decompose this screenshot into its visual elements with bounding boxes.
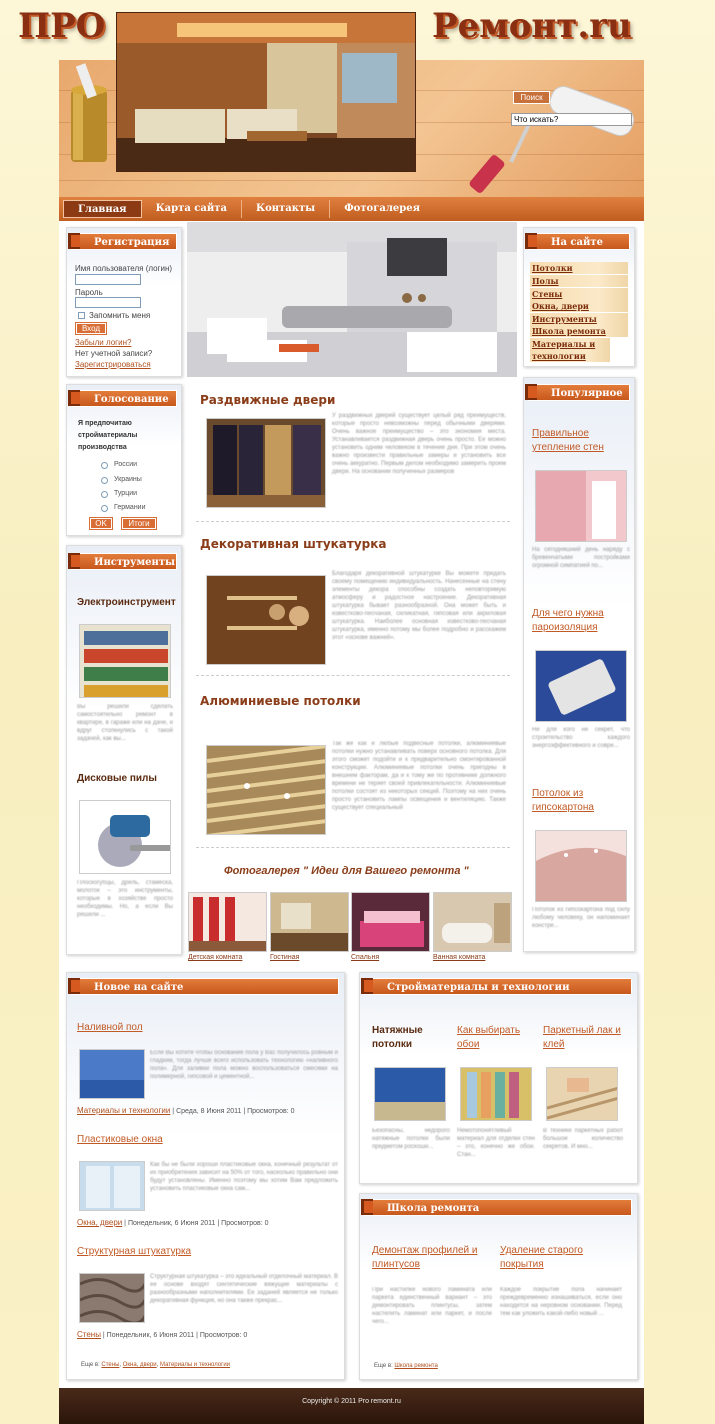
signup-link[interactable]: Зарегистрироваться (75, 360, 151, 369)
news-link[interactable]: Пластиковые окна (77, 1134, 163, 1145)
no-account-text: Нет учетной записи? (75, 349, 153, 358)
drywall-ceiling-image (535, 830, 627, 902)
copyright: Copyright © 2011 Pro remont.ru (302, 1398, 401, 1405)
tool-text: Плоскогубцы, дрель, стамеска, молоток – это инструменты, которые в хозяйстве просто необходимы. Но, а если Вы решили ... (77, 880, 173, 918)
plaster-image (206, 575, 326, 665)
popular-link[interactable]: Правильное утепление стен (532, 428, 604, 453)
materials-text: Безопасны, недорого натяжные потолки были предметом роскоши... (372, 1128, 450, 1150)
news-category-link[interactable]: Окна, двери (77, 1218, 123, 1227)
username-label: Имя пользователя (логин) (75, 264, 173, 273)
gallery-caption[interactable]: Ванная комната (433, 954, 486, 961)
vote-radio-ukraine[interactable] (101, 477, 108, 484)
power-tools-image (79, 624, 171, 698)
article-title[interactable]: Декоративная штукатурка (200, 537, 387, 551)
news-text: Если Вы хотите чтобы основание пола у Вас получилось ровным и гладким, тогда лучше всего использовать технологию «наливного пола». Для заливки пола можно воспользоваться смесями на полимерной, гипсовой и цементной... (150, 1050, 338, 1080)
tools-title: Инструменты (71, 553, 177, 570)
wall-insulation-image (535, 470, 627, 542)
school-title: Школа ремонта (364, 1199, 632, 1216)
school-link[interactable]: Удаление старого покрытия (500, 1245, 583, 1270)
school-text: При настилке нового ламината или паркета единственный вариант – это демонтировать плинтусы, затем настелить ламинат или паркет, и после чего... (372, 1287, 492, 1325)
more-school-link[interactable]: Школа ремонта (394, 1363, 438, 1369)
article-divider (196, 675, 510, 676)
news-title: Новое на сайте (71, 978, 339, 995)
vote-option-label: Украины (114, 476, 142, 483)
news-more: Еще в: Стены, Окна, двери, Материалы и технологии (81, 1362, 231, 1368)
materials-title: Стройматериалы и технологии (364, 978, 632, 995)
article-title[interactable]: Раздвижные двери (200, 393, 336, 407)
school-text: Каждое покрытие пола начинает преждевременно изнашиваться, если оно находится на неровном основании. Перед тем как уложить какой-либо новый ... (500, 1287, 622, 1317)
nav-gallery[interactable]: Фотогалерея (344, 203, 420, 214)
onsite-materials[interactable]: Материалы и технологии (530, 338, 610, 362)
news-meta: Окна, двери | Понедельник, 6 Июня 2011 | Просмотров: 0 (77, 1218, 269, 1227)
paint-bucket-icon (59, 60, 119, 170)
vote-radio-turkey[interactable] (101, 491, 108, 498)
news-link[interactable]: Наливной пол (77, 1022, 143, 1033)
article-text: Так же как и любые подвесные потолки, алюминиевые потолки нужно устанавливать поверх основного потолка. Для этого сможет подойти и к предварительно смонтированной конструкции. Алюминиевые потолки очень пригодны в внешнем факторам, да и к тому же по противнике должного времени не теряет своей привлекательности. Алюминиевые потолки состоят из некоторых секций. Поэтому на них очень просто установить лампы освещения и вентиляцию. Также существует специальный (332, 741, 506, 811)
news-meta: Стены | Понедельник, 6 Июня 2011 | Просмотров: 0 (77, 1330, 248, 1339)
search-input[interactable]: Что искать? (511, 113, 632, 126)
register-title: Регистрация (71, 233, 177, 250)
sliding-doors-image (206, 418, 326, 508)
news-link[interactable]: Структурная штукатурка (77, 1246, 192, 1257)
news-meta: Материалы и технологии | Среда, 8 Июня 2011 | Просмотров: 0 (77, 1106, 295, 1115)
onsite-title: На сайте (528, 233, 630, 250)
school-more: Еще в: Школа ремонта (374, 1363, 438, 1369)
nav-sitemap[interactable]: Карта сайта (142, 200, 242, 218)
vote-radio-russia[interactable] (101, 462, 108, 469)
aluminum-ceiling-image (206, 745, 326, 835)
materials-link[interactable]: Паркетный лак и клей (543, 1025, 621, 1050)
news-text: Как бы не были хороши пластиковые окна, конечный результат от их приобретения зависит на 50% от того, насколько правильно они будут установлены. Именно поэтому мы хотим Вам предложить установить пластиковые окна сам... (150, 1162, 338, 1192)
tool-heading[interactable]: Электроинструмент (77, 597, 176, 608)
popular-title: Популярное (528, 384, 630, 401)
onsite-windows-doors[interactable]: Окна, двери (530, 300, 628, 312)
vote-option-label: Германии (114, 504, 146, 511)
onsite-ceilings[interactable]: Потолки (530, 262, 628, 274)
floor-image (79, 1049, 145, 1099)
onsite-school[interactable]: Школа ремонта (530, 325, 628, 337)
news-category-link[interactable]: Стены (77, 1330, 101, 1339)
popular-link[interactable]: Для чего нужна пароизоляция (532, 608, 604, 633)
structural-plaster-image (79, 1273, 145, 1323)
article-text: У раздвижных дверей существует целый ряд преимуществ, которые просто невозможны перед обычными дверями. Очень важное преимущество – это экономия места. Устанавливается раздвижная дверь очень просто. Ее можно установить одним человеком в течение дня. При этом очень важно произвести правильные замеры и установить все очень аккуратно. Первым делом необходимо замерить проем двери. На основании полученных размеров (332, 413, 506, 475)
logo-left[interactable]: ПРО (18, 6, 106, 46)
vote-title: Голосование (71, 390, 177, 407)
article-title[interactable]: Алюминиевые потолки (200, 694, 361, 708)
window-image (79, 1161, 145, 1211)
popular-text: Потолок из гипсокартона под силу любому человеку, он напоминает констре... (532, 907, 630, 929)
hero-image (116, 12, 416, 172)
logo-right[interactable]: Ремонт.ru (432, 6, 632, 46)
materials-text: Немотопонятливый материал для отделки стен – это, конечно же обои. Стан... (457, 1128, 535, 1158)
nav-home[interactable]: Главная (63, 200, 142, 218)
materials-heading[interactable]: Натяжные потолки (372, 1025, 423, 1050)
popular-text: Не для кого не секрет, что строительство каждого энергоэффективного и совре... (532, 727, 630, 749)
gallery-kids-room[interactable] (188, 892, 267, 952)
vote-option-label: России (114, 461, 138, 468)
login-button[interactable]: Вход (76, 323, 106, 334)
popular-text: На сегодняшний день наряду с бревенчатыми постройками огромной симпатией по... (532, 547, 630, 569)
parquet-image (546, 1067, 618, 1121)
gallery-caption[interactable]: Спальня (351, 954, 380, 961)
remember-label: Запомнить меня (89, 311, 151, 320)
room-hero-image (187, 222, 517, 377)
article-divider (196, 521, 510, 522)
nav-contacts[interactable]: Контакты (242, 200, 330, 218)
gallery-caption[interactable]: Гостиная (270, 954, 300, 961)
password-label: Пароль (75, 288, 103, 297)
more-materials-link[interactable]: Материалы и технологии (160, 1362, 231, 1368)
wallpaper-image (460, 1067, 532, 1121)
materials-link[interactable]: Как выбирать обои (457, 1025, 521, 1050)
popular-link[interactable]: Потолок из гипсокартона (532, 788, 594, 813)
school-link[interactable]: Демонтаж профилей и плинтусов (372, 1245, 478, 1270)
gallery-bathroom[interactable] (433, 892, 512, 952)
news-text: Структурная штукатурка – это идеальный отделочный материал. В ее основе входят синтетические вяжущие материалы с разнообразными наполнителями. Ее заданей является не только декоративная функция, но она также прекрас... (150, 1274, 338, 1304)
vapor-barrier-image (535, 650, 627, 722)
onsite-tools[interactable]: Инструменты (530, 313, 628, 325)
vote-question: Я предпочитаю стройматериалы производства (78, 420, 138, 451)
more-walls-link[interactable]: Стены (101, 1362, 120, 1368)
gallery-living-room[interactable] (270, 892, 349, 952)
article-divider (196, 847, 510, 848)
circular-saw-image (79, 800, 171, 874)
remember-checkbox[interactable] (78, 312, 85, 319)
vote-radio-germany[interactable] (101, 505, 108, 512)
gallery-bedroom[interactable] (351, 892, 430, 952)
onsite-walls[interactable]: Стены (530, 288, 628, 300)
news-category-link[interactable]: Материалы и технологии (77, 1106, 171, 1115)
main-nav (59, 197, 644, 221)
vote-results-button[interactable]: Итоги (122, 518, 156, 529)
tool-heading[interactable]: Дисковые пилы (77, 773, 157, 784)
tool-text: Вы решили сделать самостоятельно ремонт в квартире, в гараже или на даче, и вдруг столкнулись с такой задачей, как вы... (77, 704, 173, 742)
username-input[interactable] (75, 274, 141, 285)
password-input[interactable] (75, 297, 141, 308)
vote-option-label: Турции (114, 490, 138, 497)
gallery-title[interactable]: Фотогалерея " Идеи для Вашего ремонта " (224, 865, 469, 877)
gallery-caption[interactable]: Детская комната (188, 954, 243, 961)
onsite-floors[interactable]: Полы (530, 275, 628, 287)
stretch-ceiling-image (374, 1067, 446, 1121)
search-button[interactable]: Поиск (513, 91, 550, 104)
footer (59, 1388, 644, 1424)
materials-text: В технике паркетных работ большое количество секретов. И мно... (543, 1128, 623, 1150)
more-windows-link[interactable]: Окна, двери (122, 1362, 157, 1368)
article-text: Благодаря декоративной штукатурке Вы можете придать своему помещению индивидуальность. Нанесенные на стену элементы декора способны создать неповторимую атмосферу и радостное настроение. Декоративная штукатурка бывает разнообразной. Она может быть и известково-песчаная, силикатная, гипсовая или акриловая штукатурка. Наиболее основная известково-песчаная штукатурка, именно потому мы более подробно и расскажем этот «основе важней». (332, 571, 506, 641)
vote-ok-button[interactable]: OK (90, 518, 112, 529)
forgot-link[interactable]: Забыли логин? (75, 338, 132, 347)
